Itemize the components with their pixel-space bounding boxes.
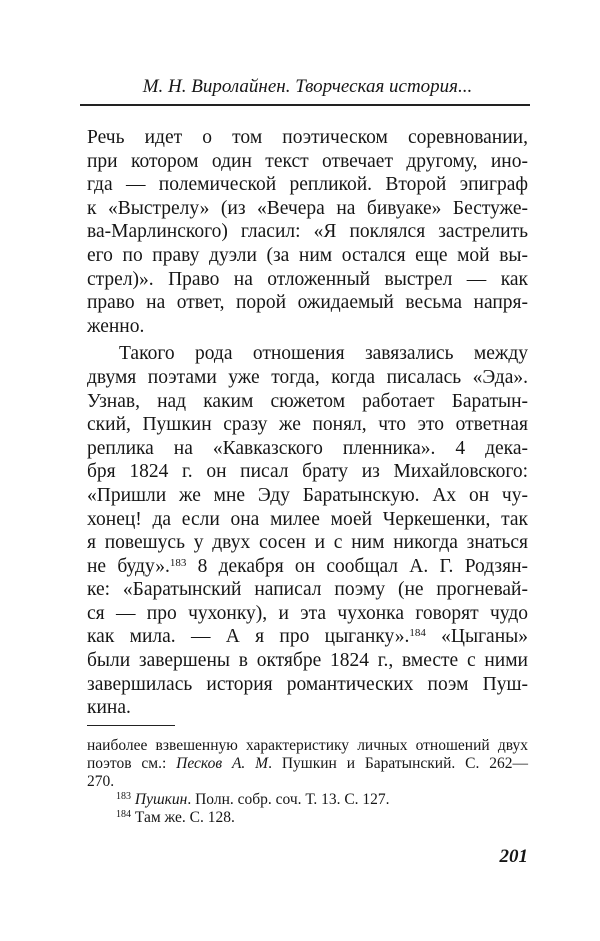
text-run: Речь идет о том поэтическом соревновании, [87,127,528,148]
footnote-ref[interactable]: 184 [116,809,131,820]
footnotes [87,737,528,827]
text-line [87,366,528,390]
text-line [87,197,528,221]
text-run: ский, Пушкин сразу же понял, что это ответная [87,414,528,436]
text-line [87,578,528,602]
text-run: «Цыганы» [425,626,529,648]
footnote-line [87,791,528,809]
footnote-ref[interactable]: 183 [169,556,187,569]
text-line [87,315,528,339]
italic-text: Пушкин [134,791,188,808]
text-run: право на ответ, порой ожидаемый весьма напря- [87,292,528,314]
text-run: стрел)». Право на отложенный выстрел — как [87,268,528,290]
running-header: М. Н. Виролайнен. Творческая история... [142,76,473,97]
text-run: 270. [87,773,115,790]
text-run: бря 1824 г. он писал брату из Михайловского: [87,461,528,483]
italic-text: Песков А. М [176,755,269,772]
text-run: не буду». [87,555,170,577]
text-run: Там же. С. 128. [131,809,235,826]
text-line [87,484,528,508]
text-line [87,649,528,673]
text-line [87,625,528,649]
text-line [87,696,528,720]
text-run: «Пришли же мне Эду Баратынскую. Ах он чу- [87,484,528,506]
text-run: 8 декабря он сообщал А. Г. Родзян- [186,555,528,577]
text-run: ва-Марлинского) гласил: «Я поклялся застрелить [87,221,528,243]
text-line [87,555,528,579]
text-line [87,390,528,414]
text-line [87,244,528,268]
footnote-separator [87,725,175,726]
text-line [87,508,528,532]
text-line [87,342,528,366]
page-number: 201 [499,846,528,867]
text-line [87,220,528,244]
text-run: гда — полемической репликой. Второй эпиграф [87,174,528,196]
text-run: наиболее взвешенную характеристику личных отношений двух [87,737,528,754]
footnote-line [87,755,528,773]
text-run: поэтов см.: [87,755,177,772]
text-run: ся — про чухонку), и эта чухонка говорят чудо [87,602,528,624]
text-run: Такого рода отношения завязались между [119,343,528,365]
text-line [87,413,528,437]
text-run: двумя поэтами уже тогда, когда писалась «Эда». [87,366,528,388]
text-run: Узнав, над каким сюжетом работает Баратын- [87,390,528,412]
text-run: я повешусь у двух сосен и с ним никогда знаться [87,532,528,554]
text-run: к «Выстрелу» (из «Вечера на бивуаке» Бестуже- [87,197,528,219]
header-rule [80,104,530,106]
text-run: ке: «Баратынский написал поэму (не прогневай- [87,579,528,601]
text-line [87,126,528,150]
footnote-line [87,809,528,827]
footnote-ref[interactable]: 184 [409,627,426,640]
text-line [87,531,528,555]
footnote-line [87,737,528,755]
text-run: как мила. — А я про цыганку». [87,626,410,648]
text-run: . Пушкин и Баратынский. С. 262— [268,755,528,772]
text-line [87,602,528,626]
footnote-line [87,773,528,791]
text-run: хонец! да если она милее моей Черкешенки, так [87,508,528,530]
text-run: . Полн. собр. соч. Т. 13. С. 127. [187,791,390,808]
text-run: кина. [87,697,131,719]
text-line [87,173,528,197]
text-line [87,268,528,292]
text-run: завершилась история романтических поэм Пуш- [87,673,528,695]
text-line [87,460,528,484]
text-run: женно. [87,315,145,337]
text-run: его по праву дуэли (за ним остался еще мой вы- [87,244,528,266]
main-text [87,126,528,720]
text-line [87,437,528,461]
text-line [87,150,528,174]
footnote-ref[interactable]: 183 [116,791,131,802]
text-run: были завершены в октябре 1824 г., вместе с ними [87,650,528,672]
text-run: при котором один текст отвечает другому, ино- [87,150,528,172]
text-line [87,291,528,315]
text-line [87,673,528,697]
text-run: реплика на «Кавказского пленника». 4 дека- [87,437,528,459]
